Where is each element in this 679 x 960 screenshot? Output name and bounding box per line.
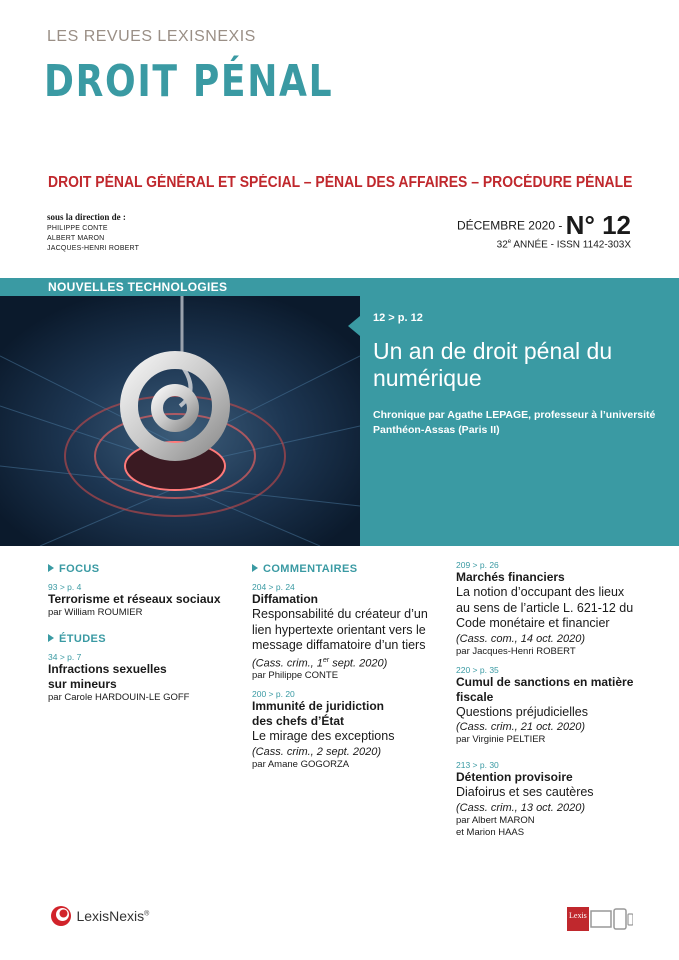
section-focus: FOCUS — [48, 563, 238, 575]
article-ref: 93 > p. 4 — [48, 582, 82, 592]
article-author: par Jacques-Henri ROBERT — [456, 645, 576, 657]
issue-info — [457, 210, 631, 250]
article-title: Détention provisoire — [456, 770, 573, 784]
journal-title: DROIT PÉNAL — [44, 56, 334, 107]
article-author: par Virginie PELTIER — [456, 734, 546, 745]
article-ref: 209 > p. 26 — [456, 560, 499, 570]
feature-title: Un an de droit pénal du numérique — [373, 338, 613, 391]
issue-date: DÉCEMBRE 2020 - — [456, 218, 563, 233]
direction-label: sous la direction de : — [47, 212, 126, 222]
feature-page-ref: 12 > p. 12 — [373, 312, 423, 324]
lexisnexis-logo — [50, 905, 149, 927]
feature-author: Chronique par Agathe LEPAGE, professeur à l’université Panthéon-Assas (Paris II) — [373, 409, 656, 436]
article-author: par Albert MARON — [456, 814, 535, 826]
cover-illustration — [0, 296, 360, 546]
article-citation: (Cass. crim., 1er sept. 2020) — [252, 656, 388, 670]
article-ref: 200 > p. 20 — [252, 689, 295, 700]
article-author: par Amane GOGORZA — [252, 758, 350, 770]
at-sign-hook-illustration — [0, 296, 360, 546]
article-citation: (Cass. com., 14 oct. 2020) — [456, 632, 585, 645]
article-citation: (Cass. crim., 13 oct. 2020) — [456, 801, 585, 814]
journal-subtitle: DROIT PÉNAL GÉNÉRAL ET SPÉCIAL – PÉNAL DES AFFAIRES – PROCÉDURE PÉNALE — [48, 174, 633, 191]
triangle-icon — [48, 564, 54, 572]
triangle-icon — [48, 634, 54, 642]
lexis-badge-label: Lexis — [569, 911, 587, 920]
column-focus-etudes — [48, 563, 238, 704]
director-name: JACQUES-HENRI ROBERT — [47, 245, 140, 252]
issue-number: N° 12 — [565, 210, 631, 240]
article-text: Questions préjudicielles — [456, 704, 589, 719]
series-name: LES REVUES LEXISNEXIS — [47, 28, 256, 45]
article-author: et Marion HAAS — [456, 826, 525, 838]
article-ref: 220 > p. 35 — [456, 664, 499, 675]
article-title: Marchés financiers — [456, 570, 565, 584]
article-text: La notion d’occupant des lieux au sens de l’article L. 621-12 du Code monétaire et financier — [456, 585, 634, 630]
issue-year-issn: 32e ANNÉE - ISSN 1142-303X — [496, 239, 631, 251]
article-citation: (Cass. crim., 21 oct. 2020) — [456, 721, 585, 733]
article-text: Le mirage des exceptions — [252, 729, 395, 744]
article-author: par William ROUMIER — [48, 607, 143, 618]
article-ref: 204 > p. 24 — [252, 582, 295, 592]
article-title: Immunité de juridiction des chefs d’État — [252, 699, 385, 729]
triangle-icon — [252, 564, 258, 572]
article-title: Diffamation — [252, 592, 318, 606]
director-name: PHILIPPE CONTE — [47, 225, 108, 232]
article-title: Cumul de sanctions en matière fiscale — [456, 674, 634, 704]
section-commentaires: COMMENTAIRES — [252, 563, 442, 575]
lexisnexis-wordmark: LexisNexis® — [76, 908, 150, 924]
column-commentaires — [252, 563, 442, 771]
digital-access-badge — [567, 905, 633, 936]
article-author: par Philippe CONTE — [252, 670, 339, 682]
section-band-label: NOUVELLES TECHNOLOGIES — [48, 280, 228, 294]
article-citation: (Cass. crim., 2 sept. 2020) — [252, 745, 381, 758]
article-ref: 34 > p. 7 — [48, 652, 82, 662]
article-title: Infractions sexuelles sur mineurs — [48, 662, 167, 691]
director-name: ALBERT MARON — [47, 235, 105, 242]
article-author: par Carole HARDOUIN-LE GOFF — [48, 692, 190, 703]
column-more-commentaires — [456, 560, 646, 839]
section-etudes: ÉTUDES — [48, 633, 238, 645]
editorial-direction — [47, 212, 139, 254]
lexisnexis-mark-icon — [50, 905, 72, 927]
panel-pointer — [348, 316, 360, 336]
article-ref: 213 > p. 30 — [456, 760, 499, 770]
article-text: Diafoirus et ses cautères — [456, 785, 594, 799]
article-text: Responsabilité du créateur d’un lien hypertexte orientant vers le message diffamatoire d’un tiers — [252, 607, 428, 652]
article-title: Terrorisme et réseaux sociaux — [48, 592, 221, 606]
